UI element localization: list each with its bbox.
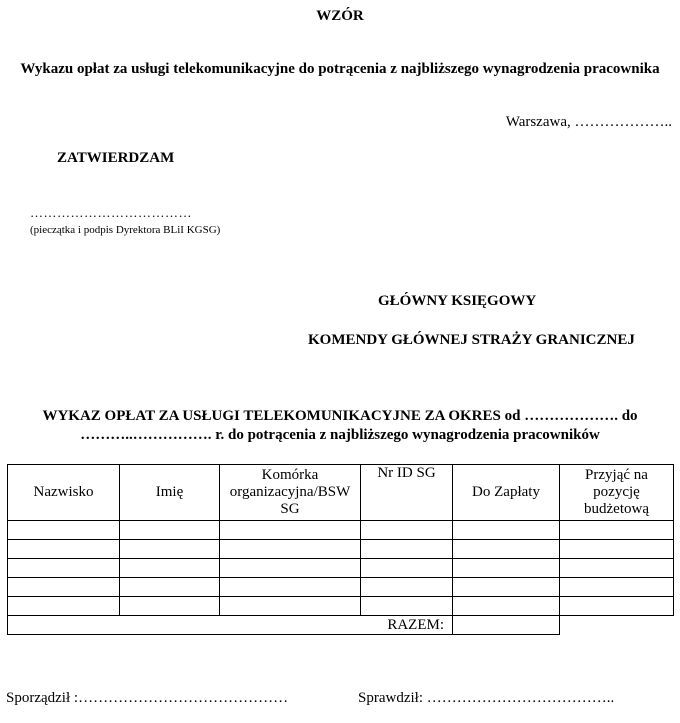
table-cell[interactable]: [361, 540, 453, 559]
fee-table: [7, 464, 674, 635]
table-empty-cell: [560, 616, 674, 635]
column-header-first-name: Imię: [120, 465, 220, 521]
column-header-id: Nr ID SG: [361, 465, 453, 521]
table-cell[interactable]: [560, 540, 674, 559]
table-cell[interactable]: [220, 559, 361, 578]
table-cell[interactable]: [8, 597, 120, 616]
table-total-row: [8, 616, 674, 635]
table-header-row: [8, 465, 674, 521]
table-row: [8, 521, 674, 540]
table-cell[interactable]: [8, 521, 120, 540]
list-title-line-2: ………..……………. r. do potrącenia z najbliższego wynagrodzenia pracowników: [80, 427, 600, 443]
table-cell[interactable]: [560, 578, 674, 597]
table-cell[interactable]: [453, 597, 560, 616]
total-label: RAZEM:: [8, 616, 453, 635]
document-subtitle: Wykazu opłat za usługi telekomunikacyjne do potrącenia z najbliższego wynagrodzenia pracownika: [20, 61, 660, 77]
document-template-label: WZÓR: [316, 8, 364, 24]
table-cell[interactable]: [560, 521, 674, 540]
table-cell[interactable]: [361, 521, 453, 540]
table-cell[interactable]: [361, 578, 453, 597]
checked-by-line: Sprawdził: ………………………………..: [358, 690, 615, 706]
table-row: [8, 540, 674, 559]
recipient-line-1: GŁÓWNY KSIĘGOWY: [378, 293, 537, 309]
table-cell[interactable]: [220, 597, 361, 616]
table-cell[interactable]: [220, 540, 361, 559]
prepared-by-line: Sporządził :……………………………………: [6, 690, 289, 706]
stamp-caption: (pieczątka i podpis Dyrektora BLiI KGSG): [30, 224, 221, 236]
table-cell[interactable]: [8, 540, 120, 559]
table-cell[interactable]: [120, 559, 220, 578]
table-row: [8, 597, 674, 616]
table-cell[interactable]: [120, 578, 220, 597]
table-cell[interactable]: [453, 578, 560, 597]
signature-line: ………………………………: [30, 205, 192, 220]
table-row: [8, 559, 674, 578]
table-cell[interactable]: [453, 540, 560, 559]
column-header-amount-due: Do Zapłaty: [453, 465, 560, 521]
total-value-cell[interactable]: [453, 616, 560, 635]
table-cell[interactable]: [8, 578, 120, 597]
table-cell[interactable]: [120, 521, 220, 540]
approval-heading: ZATWIERDZAM: [57, 150, 175, 166]
table-row: [8, 578, 674, 597]
column-header-budget-position: Przyjąć na pozycję budżetową: [560, 465, 674, 521]
table-cell[interactable]: [560, 559, 674, 578]
table-cell[interactable]: [120, 597, 220, 616]
table-cell[interactable]: [361, 597, 453, 616]
place-and-date: Warszawa, ………………..: [505, 114, 672, 130]
table-cell[interactable]: [453, 559, 560, 578]
table-cell[interactable]: [220, 521, 361, 540]
table-cell[interactable]: [361, 559, 453, 578]
list-title-line-1: WYKAZ OPŁAT ZA USŁUGI TELEKOMUNIKACYJNE ZA OKRES od ………………. do: [42, 408, 638, 424]
recipient-line-2: KOMENDY GŁÓWNEJ STRAŻY GRANICZNEJ: [308, 332, 635, 348]
column-header-unit: Komórka organizacyjna/BSW SG: [220, 465, 361, 521]
table-cell[interactable]: [120, 540, 220, 559]
table-cell[interactable]: [220, 578, 361, 597]
column-header-surname: Nazwisko: [8, 465, 120, 521]
table-cell[interactable]: [453, 521, 560, 540]
table-cell[interactable]: [560, 597, 674, 616]
table-cell[interactable]: [8, 559, 120, 578]
